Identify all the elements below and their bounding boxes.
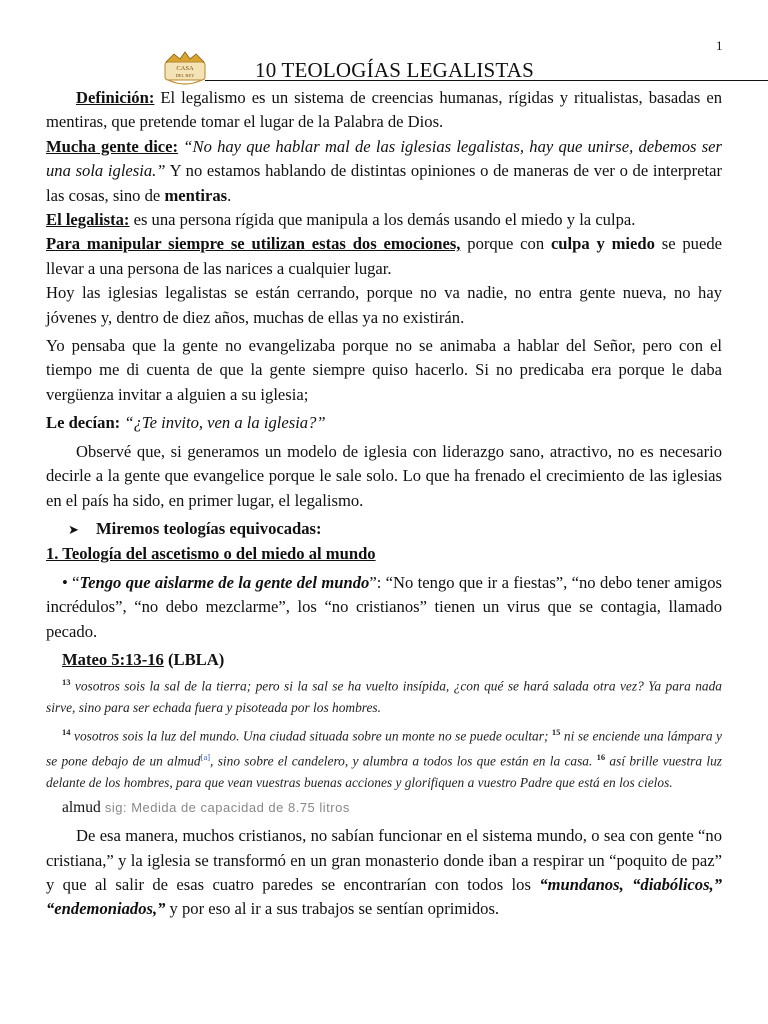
scripture-reference: Mateo 5:13-16 (LBLA) bbox=[62, 649, 225, 669]
definition-paragraph: Definición: El legalismo es un sistema de creencias humanas, rígidas y ritualistas, basadas en mentiras, que pretende tomar el lugar de la Palabra de Dios. bbox=[46, 88, 722, 132]
manipulate-label: Para manipular siempre se utilizan estas dos emociones, bbox=[46, 234, 461, 254]
many-people-say-quote: “No hay que hablar mal de las iglesias legalistas, hay que unirse, debemos ser una sola iglesia.” bbox=[46, 136, 722, 181]
they-said-paragraph: Le decían: “¿Te invito, ven a la iglesia?” bbox=[46, 413, 326, 433]
verse-number: 13 bbox=[62, 677, 71, 688]
church-crest-logo bbox=[160, 50, 210, 88]
almud-word: almud bbox=[62, 798, 101, 816]
verse-number: 15 bbox=[551, 727, 561, 737]
monastery-paragraph: De esa manera, muchos cristianos, no sabían funcionar en el sistema mundo, o sea con gente “no cristiana,” y la iglesia se transformó en un gran monasterio donde iban a respirar un “poquito de paz” y que al salir de esas cuatro paredes se encontrarían con todos los “mundanos, “diabólicos,” “endemoniados,” y por eso al ir a sus trabajos se sentían oprimidos. bbox=[46, 826, 722, 919]
verse-13: $^{13}$ vosotros sois la sal de la tierra; pero si la sal se ha vuelto insípida, ¿con qué se hará salada otra vez? Ya para nada sirve, sino para ser echada fuera y pisoteada por los hombres. bbox=[46, 677, 722, 716]
logo-text-bottom: DEL REY bbox=[175, 73, 195, 78]
scripture-passage bbox=[46, 672, 722, 793]
document-title: 10 TEOLOGÍAS LEGALISTAS bbox=[255, 58, 535, 82]
verse-14-16: $^{14}$ vosotros sois la luz del mundo. Una ciudad situada sobre un monte no se puede ocultar; $^{15}$ ni se enciende una lámpara y se pone debajo de un almud[a], sino sobre el candelero, y alumbra a todos los que están en la casa. $^{16}$ así brille vuestra luz delante de los hombres, para que vean vuestras buenas acciones y glorifiquen a vuestro Padre que está en los cielos. bbox=[46, 727, 722, 791]
bullet-heading: ➤ Miremos teologías equivocadas: bbox=[46, 517, 722, 542]
definition-label: Definición: bbox=[76, 88, 155, 107]
legalist-paragraph: El legalista: es una persona rígida que manipula a los demás usando el miedo y la culpa. bbox=[46, 210, 636, 230]
many-people-say-label: Mucha gente dice: bbox=[46, 136, 179, 156]
churches-closing-paragraph: Hoy las iglesias legalistas se están cerrando, porque no va nadie, no entra gente nueva, no hay jóvenes y, dentro de diez años, muchas de ellas ya no existirán. bbox=[46, 283, 722, 327]
arrow-bullet-icon: ➤ bbox=[68, 521, 79, 537]
section-heading-1: 1. Teología del ascetismo o del miedo al mundo bbox=[46, 544, 376, 564]
title-rule bbox=[205, 80, 768, 81]
footnote-link[interactable]: [a] bbox=[200, 752, 211, 763]
many-people-say-paragraph: Mucha gente dice: “No hay que hablar mal de las iglesias legalistas, hay que unirse, debemos ser una sola iglesia.” Y no estamos hablando de distintas opiniones o de maneras de ver o de interpretar las cosas, sino de mentiras. bbox=[46, 136, 722, 205]
isolation-quote: Tengo que aislarme de la gente del mundo bbox=[79, 572, 370, 592]
document-body bbox=[46, 86, 722, 922]
manipulate-paragraph: Para manipular siempre se utilizan estas dos emociones, porque con culpa y miedo se puede llevar a una persona de las narices a cualquier lugar. bbox=[46, 234, 722, 278]
almud-definition: almud sig: Medida de capacidad de 8.75 litros bbox=[62, 798, 350, 816]
verse-number: 16 bbox=[596, 752, 606, 763]
they-said-label: Le decían: bbox=[46, 413, 121, 433]
page-number: 1 bbox=[716, 38, 723, 53]
verse-number: 14 bbox=[62, 727, 71, 737]
scripture-link[interactable]: Mateo 5:13-16 bbox=[62, 649, 164, 669]
evangelize-paragraph: Yo pensaba que la gente no evangelizaba porque no se animaba a hablar del Señor, pero con el tiempo me di cuenta de que la gente siempre quiso hacerlo. Si no predicaba era porque le daba vergüenza invitar a alguien a su iglesia; bbox=[46, 336, 722, 404]
observed-paragraph: Observé que, si generamos un modelo de iglesia con liderazgo sano, atractivo, no es necesario decirle a la gente que evangelice porque le sale solo. Lo que ha frenado el crecimiento de las iglesias en el país ha sido, en primer lugar, el legalismo. bbox=[46, 441, 722, 510]
isolation-paragraph: • “Tengo que aislarme de la gente del mundo”: “No tengo que ir a fiestas”, “no debo tener amigos incrédulos”, “no debo mezclarme”, los “no cristianos” tienen un virus que se contagia, llamado pecado. bbox=[46, 572, 722, 641]
logo-text-top: CASA bbox=[176, 65, 194, 72]
legalist-label: El legalista: bbox=[46, 210, 130, 230]
